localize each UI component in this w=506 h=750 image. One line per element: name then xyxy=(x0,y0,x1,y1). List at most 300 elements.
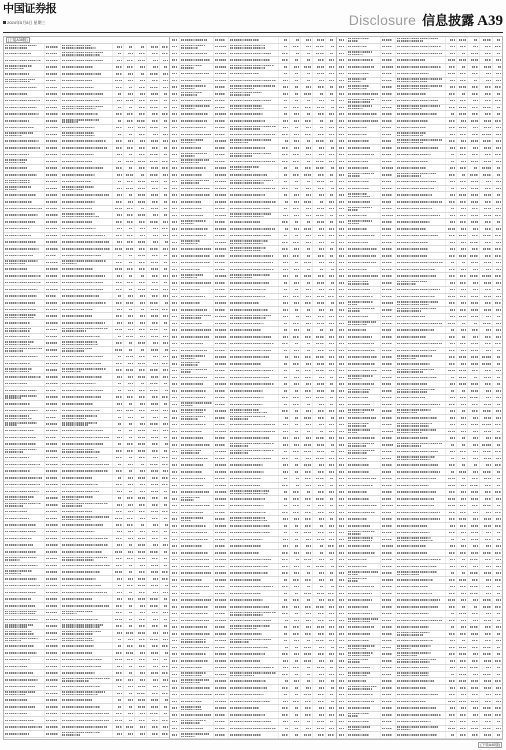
cell-text xyxy=(164,214,168,216)
cell-text xyxy=(284,532,288,534)
table-cell xyxy=(4,563,44,569)
table-cell xyxy=(170,354,179,360)
cell-text xyxy=(150,423,158,425)
table-cell xyxy=(146,226,159,232)
cell-text xyxy=(318,316,324,318)
table-cell xyxy=(467,402,479,408)
cell-text xyxy=(116,558,122,560)
table-cell xyxy=(445,381,456,387)
table-cell xyxy=(112,529,123,535)
table-cell xyxy=(289,138,300,144)
cell-text xyxy=(348,242,369,244)
table-cell xyxy=(380,118,395,124)
table-row xyxy=(170,361,335,368)
cell-text xyxy=(295,73,300,75)
table-cell xyxy=(289,462,300,468)
cell-text xyxy=(339,377,344,379)
table-cell xyxy=(44,468,60,474)
table-cell xyxy=(134,569,146,575)
table-cell xyxy=(395,260,445,266)
cell-text xyxy=(164,551,168,553)
table-cell xyxy=(123,637,134,643)
table-cell xyxy=(395,138,445,144)
table-cell xyxy=(179,699,213,705)
table-row xyxy=(337,125,502,132)
table-cell xyxy=(112,664,123,670)
cell-text xyxy=(5,140,39,142)
cell-text xyxy=(140,302,145,304)
table-cell xyxy=(456,132,467,138)
table-cell xyxy=(170,449,179,455)
cell-text xyxy=(153,214,158,216)
table-cell xyxy=(4,664,44,670)
table-cell xyxy=(289,98,300,104)
table-cell xyxy=(179,111,213,117)
cell-text xyxy=(293,404,300,406)
table-cell xyxy=(60,677,112,683)
cell-text xyxy=(152,282,158,284)
cell-text xyxy=(230,315,272,317)
table-cell xyxy=(312,624,325,630)
table-row xyxy=(4,192,169,199)
cell-text xyxy=(348,412,364,414)
table-cell xyxy=(346,111,380,117)
table-cell xyxy=(289,456,300,462)
table-cell xyxy=(134,165,146,171)
table-cell xyxy=(289,591,300,597)
table-cell xyxy=(300,645,312,651)
table-cell xyxy=(170,98,179,104)
table-row xyxy=(170,172,335,179)
section-header xyxy=(349,10,503,30)
cell-text xyxy=(284,593,289,595)
cell-text xyxy=(215,309,225,311)
cell-text xyxy=(5,356,38,358)
cell-text xyxy=(471,424,478,426)
table-cell xyxy=(123,125,134,131)
table-cell xyxy=(445,91,456,97)
cell-text xyxy=(496,336,501,338)
table-cell xyxy=(179,462,213,468)
cell-text xyxy=(485,154,491,156)
table-cell xyxy=(44,569,60,575)
cell-text xyxy=(339,431,344,433)
cell-text xyxy=(382,316,392,318)
cell-text xyxy=(215,404,225,406)
table-cell xyxy=(159,637,169,643)
table-cell xyxy=(179,658,213,664)
table-cell xyxy=(123,630,134,636)
cell-text xyxy=(128,733,133,735)
cell-text xyxy=(397,175,421,177)
table-row xyxy=(337,51,502,58)
cell-text xyxy=(484,282,491,284)
cell-text xyxy=(294,329,299,331)
table-cell xyxy=(228,199,278,205)
cell-text xyxy=(305,633,311,635)
cell-text xyxy=(62,571,100,573)
table-cell xyxy=(325,570,335,576)
cell-text xyxy=(151,208,158,210)
cell-text xyxy=(482,363,490,365)
table-cell xyxy=(380,280,395,286)
table-cell xyxy=(159,152,169,158)
cell-text xyxy=(339,302,344,304)
cell-text xyxy=(172,80,177,82)
cell-text xyxy=(215,721,225,723)
table-cell xyxy=(312,726,325,732)
cell-text xyxy=(450,424,455,426)
table-cell xyxy=(346,429,380,435)
table-cell xyxy=(337,354,346,360)
cell-text xyxy=(331,302,334,304)
cell-text xyxy=(285,728,289,730)
cell-text xyxy=(215,66,226,68)
cell-text xyxy=(5,221,35,223)
table-cell xyxy=(112,455,123,461)
table-cell xyxy=(300,246,312,252)
table-cell xyxy=(228,638,278,644)
cell-text xyxy=(129,46,133,48)
table-cell xyxy=(289,429,300,435)
table-cell xyxy=(346,51,380,57)
table-cell xyxy=(213,240,228,246)
table-row xyxy=(337,300,502,307)
table-cell xyxy=(112,603,123,609)
cell-text xyxy=(62,371,81,373)
table-cell xyxy=(179,422,213,428)
cell-text xyxy=(318,410,325,412)
table-cell xyxy=(170,537,179,543)
table-cell xyxy=(213,51,228,57)
cell-text xyxy=(117,592,122,594)
table-cell xyxy=(228,678,278,684)
table-cell xyxy=(380,354,395,360)
table-cell xyxy=(479,321,492,327)
cell-text xyxy=(484,417,491,419)
table-cell xyxy=(179,125,213,131)
table-cell xyxy=(312,118,325,124)
table-cell xyxy=(346,294,380,300)
table-cell xyxy=(123,212,134,218)
cell-text xyxy=(162,645,168,647)
table-cell xyxy=(337,300,346,306)
table-cell xyxy=(467,395,479,401)
cell-text xyxy=(294,350,299,352)
cell-text xyxy=(152,693,158,695)
cell-text xyxy=(330,383,335,385)
table-cell xyxy=(456,192,467,198)
table-row xyxy=(337,118,502,125)
table-cell xyxy=(346,321,380,327)
table-cell xyxy=(134,549,146,555)
table-row xyxy=(337,213,502,220)
table-cell xyxy=(60,637,112,643)
cell-text xyxy=(282,687,288,689)
cell-text xyxy=(128,679,133,681)
cell-text xyxy=(329,633,334,635)
table-cell xyxy=(289,314,300,320)
cell-text xyxy=(329,539,334,541)
cell-text xyxy=(348,66,374,68)
cell-text xyxy=(484,194,490,196)
cell-text xyxy=(140,672,145,674)
table-cell xyxy=(479,267,492,273)
cell-text xyxy=(318,235,324,237)
cell-text xyxy=(62,127,95,129)
cell-text xyxy=(397,283,417,285)
table-cell xyxy=(60,125,112,131)
table-cell xyxy=(312,483,325,489)
table-row xyxy=(170,388,335,395)
cell-text xyxy=(5,60,41,62)
cell-text xyxy=(486,329,491,331)
cell-text xyxy=(215,302,226,304)
table-cell xyxy=(325,132,335,138)
table-cell xyxy=(492,152,502,158)
cell-text xyxy=(295,431,299,433)
cell-text xyxy=(330,120,335,122)
cell-text xyxy=(5,81,30,83)
cell-text xyxy=(46,592,58,594)
cell-text xyxy=(46,228,57,230)
table-cell xyxy=(492,51,502,57)
table-cell xyxy=(179,678,213,684)
cell-text xyxy=(293,107,300,109)
cell-text xyxy=(5,424,17,426)
cell-text xyxy=(306,46,312,48)
table-cell xyxy=(492,348,502,354)
cell-text xyxy=(318,613,324,615)
table-cell xyxy=(146,192,159,198)
table-cell xyxy=(146,273,159,279)
cell-text xyxy=(348,147,371,149)
cell-text xyxy=(151,181,158,183)
table-cell xyxy=(467,78,479,84)
table-cell xyxy=(134,286,146,292)
table-cell xyxy=(123,394,134,400)
cell-text xyxy=(172,363,177,365)
table-cell xyxy=(289,699,300,705)
table-cell xyxy=(123,118,134,124)
cell-text xyxy=(295,687,299,689)
table-row xyxy=(170,64,335,71)
table-row xyxy=(170,159,335,166)
table-cell xyxy=(179,375,213,381)
cell-text xyxy=(140,484,145,486)
table-cell xyxy=(44,670,60,676)
cell-text xyxy=(317,451,324,453)
table-cell xyxy=(289,645,300,651)
table-cell xyxy=(179,78,213,84)
table-row xyxy=(170,672,335,679)
cell-text xyxy=(304,660,311,662)
table-cell xyxy=(300,422,312,428)
cell-text xyxy=(163,275,168,277)
table-cell xyxy=(479,91,492,97)
cell-text xyxy=(451,390,455,392)
table-cell xyxy=(278,226,289,232)
cell-text xyxy=(348,88,368,90)
cell-text xyxy=(46,60,58,62)
table-cell xyxy=(4,219,44,225)
cell-text xyxy=(62,350,84,352)
cell-text xyxy=(450,80,455,82)
table-cell xyxy=(123,327,134,333)
table-cell xyxy=(4,556,44,562)
cell-text xyxy=(295,127,300,129)
cell-text xyxy=(46,652,57,654)
cell-text xyxy=(153,457,158,459)
table-cell xyxy=(380,78,395,84)
table-row xyxy=(337,273,502,280)
table-cell xyxy=(134,610,146,616)
table-cell xyxy=(170,462,179,468)
cell-text xyxy=(293,512,299,514)
cell-text xyxy=(5,336,30,338)
cell-text xyxy=(117,154,122,156)
table-cell xyxy=(134,340,146,346)
table-cell xyxy=(146,367,159,373)
table-cell xyxy=(44,731,60,737)
table-cell xyxy=(134,488,146,494)
cell-text xyxy=(485,221,491,223)
table-cell xyxy=(380,172,395,178)
cell-text xyxy=(181,262,210,264)
cell-text xyxy=(172,316,177,318)
table-cell xyxy=(159,219,169,225)
cell-text xyxy=(139,720,145,722)
table-cell xyxy=(278,37,289,43)
cell-text xyxy=(331,167,335,169)
cell-text xyxy=(329,674,335,676)
cell-text xyxy=(320,329,325,331)
table-cell xyxy=(278,186,289,192)
table-cell xyxy=(395,159,445,165)
cell-text xyxy=(127,585,133,587)
cell-text xyxy=(62,424,88,426)
table-cell xyxy=(337,422,346,428)
table-cell xyxy=(228,354,278,360)
table-row xyxy=(337,246,502,253)
table-cell xyxy=(179,631,213,637)
cell-text xyxy=(307,255,312,257)
table-cell xyxy=(492,78,502,84)
table-cell xyxy=(395,125,445,131)
cell-text xyxy=(304,647,311,649)
table-cell xyxy=(60,334,112,340)
cell-text xyxy=(285,201,289,203)
table-cell xyxy=(179,267,213,273)
cell-text xyxy=(5,511,28,513)
table-cell xyxy=(4,105,44,111)
table-cell xyxy=(289,557,300,563)
table-cell xyxy=(492,105,502,111)
table-cell xyxy=(289,260,300,266)
cell-text xyxy=(285,647,289,649)
cell-text xyxy=(62,396,101,398)
table-cell xyxy=(123,657,134,663)
table-cell xyxy=(300,435,312,441)
table-cell xyxy=(44,495,60,501)
cell-text xyxy=(215,46,226,48)
table-cell xyxy=(300,51,312,57)
cell-text xyxy=(215,174,225,176)
table-cell xyxy=(179,348,213,354)
cell-text xyxy=(316,458,324,460)
table-cell xyxy=(325,240,335,246)
cell-text xyxy=(460,201,466,203)
cell-text xyxy=(318,350,324,352)
cell-text xyxy=(118,161,122,163)
cell-text xyxy=(331,100,335,102)
table-cell xyxy=(300,469,312,475)
cell-text xyxy=(118,107,122,109)
cell-text xyxy=(295,167,299,169)
cell-text xyxy=(307,404,312,406)
table-cell xyxy=(44,381,60,387)
cell-text xyxy=(46,383,58,385)
cell-text xyxy=(46,423,57,425)
table-cell xyxy=(380,341,395,347)
cell-text xyxy=(496,282,501,284)
cell-text xyxy=(339,397,344,399)
table-cell xyxy=(325,219,335,225)
table-cell xyxy=(159,664,169,670)
table-cell xyxy=(4,704,44,710)
cell-text xyxy=(129,706,133,708)
cell-text xyxy=(151,194,158,196)
cell-text xyxy=(339,383,344,385)
table-cell xyxy=(380,246,395,252)
table-cell xyxy=(44,589,60,595)
table-cell xyxy=(456,273,467,279)
table-cell xyxy=(445,253,456,259)
cell-text xyxy=(164,188,168,190)
cell-text xyxy=(471,140,477,142)
table-cell xyxy=(134,246,146,252)
table-row xyxy=(4,111,169,118)
table-cell xyxy=(44,253,60,259)
table-cell xyxy=(146,118,159,124)
table-cell xyxy=(134,266,146,272)
cell-text xyxy=(126,161,133,163)
table-cell xyxy=(300,577,312,583)
cell-text xyxy=(46,363,58,365)
table-cell xyxy=(395,341,445,347)
cell-text xyxy=(215,566,225,568)
cell-text xyxy=(181,220,205,222)
cell-text xyxy=(181,409,205,411)
table-cell xyxy=(213,145,228,151)
table-cell xyxy=(325,105,335,111)
table-cell xyxy=(445,64,456,70)
cell-text xyxy=(140,295,145,297)
table-cell xyxy=(179,442,213,448)
cell-text xyxy=(230,680,265,682)
table-cell xyxy=(146,152,159,158)
cell-text xyxy=(382,46,393,48)
cell-text xyxy=(283,80,288,82)
table-row xyxy=(170,260,335,267)
cell-text xyxy=(181,336,208,338)
cell-text xyxy=(339,370,344,372)
table-cell xyxy=(278,368,289,374)
table-cell xyxy=(146,522,159,528)
table-cell xyxy=(325,78,335,84)
cell-text xyxy=(382,404,392,406)
cell-text xyxy=(181,147,201,149)
